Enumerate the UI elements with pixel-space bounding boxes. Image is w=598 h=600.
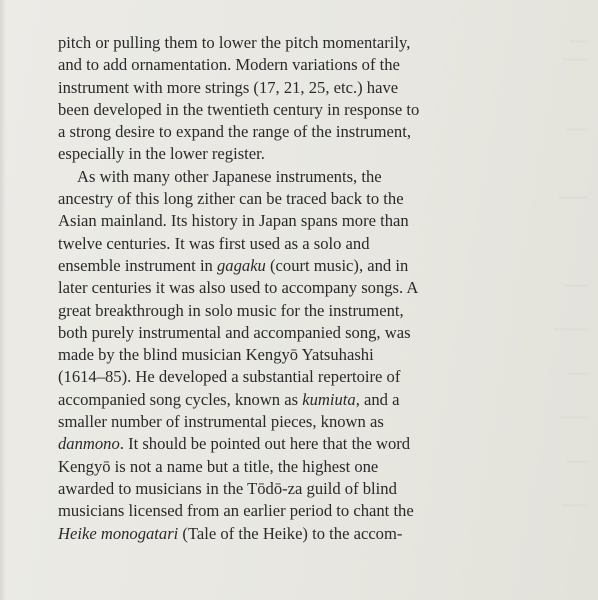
text-run: especially in the lower register. (58, 144, 265, 164)
text-line (58, 500, 478, 522)
text-run: great breakthrough in solo music for the instrument, (58, 300, 404, 320)
text-line (58, 389, 478, 411)
text-line (58, 433, 478, 455)
italic-term: gagaku (217, 255, 266, 275)
text-line (58, 166, 478, 188)
text-run: both purely instrumental and accompanied song, was (58, 322, 411, 342)
text-line (58, 99, 478, 121)
text-run: twelve centuries. It was first used as a solo and (58, 233, 370, 253)
italic-term: Heike monogatari (58, 523, 179, 543)
text-run: (Tale of the Heike) to the accom- (178, 523, 403, 543)
text-run: (court music), and in (265, 255, 409, 275)
text-line (58, 300, 478, 322)
text-line (58, 233, 478, 255)
text-run: a strong desire to expand the range of the instrument, (58, 122, 411, 142)
text-line (58, 456, 478, 478)
text-run: , and a (355, 389, 400, 409)
text-run: . It should be pointed out here that the word (119, 434, 411, 454)
text-line (58, 277, 478, 299)
text-line (58, 143, 478, 165)
italic-term: kumiuta (302, 389, 356, 409)
text-run: been developed in the twentieth century in response to (58, 99, 420, 119)
text-run: later centuries it was also used to accompany songs. A (58, 278, 419, 298)
text-run: accompanied song cycles, known as (58, 389, 303, 409)
text-line (58, 210, 478, 232)
text-run: instrument with more strings (17, 21, 25, etc.) have (58, 77, 399, 97)
text-run: Asian mainland. Its history in Japan spans more than (58, 211, 409, 231)
text-run: musicians licensed from an earlier period to chant the (58, 501, 414, 521)
text-run: ancestry of this long zither can be traced back to the (58, 189, 404, 209)
text-run: and to add ornamentation. Modern variations of the (58, 55, 400, 75)
text-line (58, 77, 478, 99)
text-line (58, 523, 478, 545)
text-line (58, 366, 478, 388)
text-run: pitch or pulling them to lower the pitch momentarily, (58, 33, 411, 52)
text-run: ensemble instrument in (58, 255, 217, 275)
text-line (58, 322, 478, 344)
text-line (58, 478, 478, 500)
text-run: awarded to musicians in the Tōdō-za guild of blind (58, 478, 397, 498)
text-line (58, 121, 478, 143)
text-run: made by the blind musician Kengyō Yatsuhashi (58, 345, 374, 365)
italic-term: danmono (58, 434, 120, 454)
body-text (58, 32, 478, 545)
page-crease (0, 0, 6, 600)
text-line (58, 54, 478, 76)
text-line (58, 32, 478, 54)
text-run: smaller number of instrumental pieces, known as (58, 412, 384, 432)
text-line (58, 344, 478, 366)
text-run: (1614–85). He developed a substantial repertoire of (58, 367, 401, 387)
text-run: Kengyō is not a name but a title, the highest one (58, 456, 379, 476)
text-line (58, 188, 478, 210)
text-run: As with many other Japanese instruments, the (77, 166, 382, 186)
text-line (58, 255, 478, 277)
text-line (58, 411, 478, 433)
